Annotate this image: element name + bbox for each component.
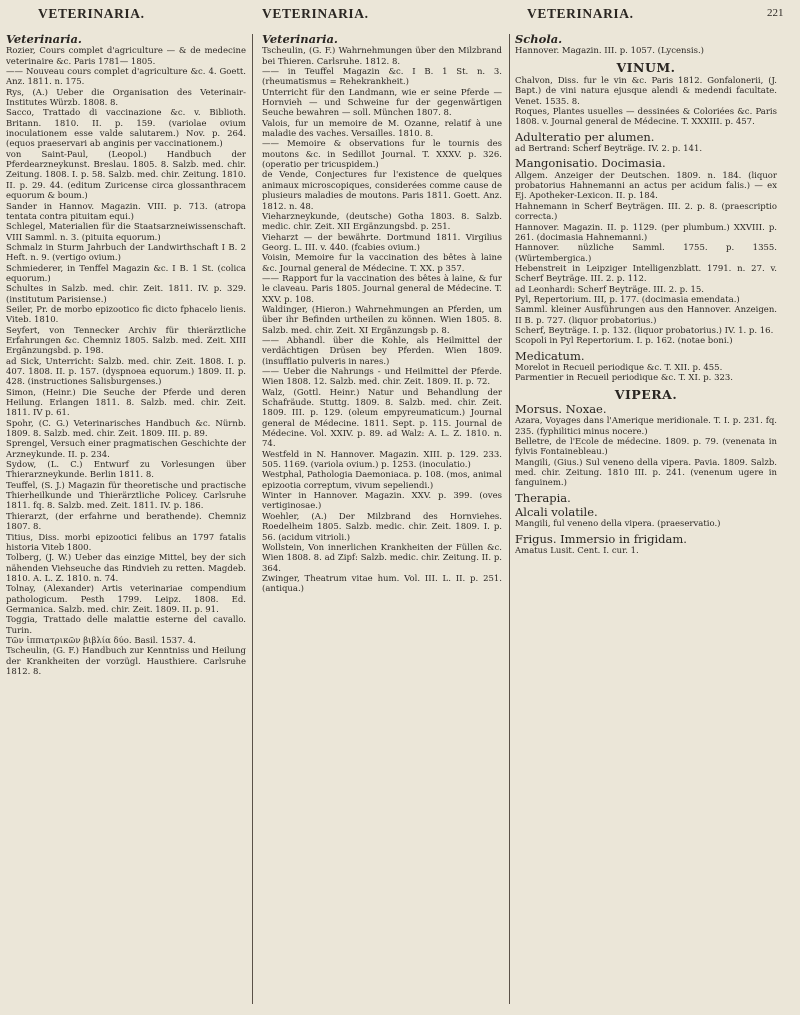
column-2 [262,34,502,1009]
column-divider-1 [252,34,253,1004]
bibliography-entry: Rozier, Cours complet d'agriculture — & de medecine veterinaire &c. Paris 1781— 1805. [6,46,246,67]
header-left: VETERINARIA. [38,6,145,21]
section-heading: Veterinaria. [6,34,82,46]
column-1 [6,34,246,1009]
bibliography-entry: Hahnemann in Scherf Beyträgen. III. 2. p. 8. (praescriptio correcta.) [515,201,777,223]
bibliography-entry: Scopoli in Pyl Repertorium. I. p. 162. (notae boni.) [515,336,733,347]
bibliography-entry: Schultes in Salzb. med. chir. Zeit. 1811. IV. p. 329. (institutum Parisiense.) [6,284,246,305]
block-list [515,34,777,556]
bibliography-entry: Toggia, Trattado delle malattie esterne del cavallo. Turin. [6,615,246,636]
subtopic-heading: Medicatum. [515,348,585,363]
bibliography-entry: Voisin, Memoire fur la vaccination des bêtes à laine &c. Journal general de Médecine. T. XX. p 357. [262,253,502,274]
bibliography-entry: Tolberg, (J. W.) Ueber das einzige Mittel, bey der sich nähenden Viehseuche das Rindvieh zu retten. Magdeb. 1810. A. L. Z. 1810. n. 74. [6,553,246,584]
column-3 [515,34,777,1009]
bibliography-entry: Vieharzneykunde, (deutsche) Gotha 1803. 8. Salzb. medic. chir. Zeit. XII Ergänzungsbd. p. 251. [262,211,502,233]
bibliography-entry: Rys, (A.) Ueber die Organisation des Veterinair-Institutes Würzb. 1808. 8. [6,87,246,109]
section-heading: Veterinaria. [262,34,338,46]
bibliography-entry: Mangili, ful veneno della vipera. (praeservatio.) [515,519,721,530]
bibliography-entry: Hebenstreit in Leipziger Intelligenzblatt. 1791. n. 27. v. Scherf Beyträge. III. 2. p. 112. [515,263,777,285]
bibliography-entry: ad Bertrand: Scherf Beyträge. IV. 2. p. 141. [515,144,703,155]
bibliography-entry: Hannover. Magazin. III. p. 1057. (Lycensis.) [515,46,704,57]
bibliography-entry: Seyfert, von Tennecker Archiv für thierärztliche Erfahrungen &c. Chemniz 1805. Salzb. med. Zeit. XIII Ergänzungsbd. p. 198. [6,325,246,357]
header-right: VETERINARIA. [527,6,634,21]
bibliography-entry: —— Ueber die Nahrungs - und Heilmittel der Pferde. Wien 1808. 12. Salzb. med. chir. Zeit. 1809. II. p. 72. [262,367,502,388]
bibliography-entry: Winter in Hannover. Magazin. XXV. p. 399. (oves vertiginosae.) [262,491,502,512]
column-divider-2 [509,34,510,1004]
bibliography-entry: Schmalz in Sturm Jahrbuch der Landwirthschaft I B. 2 Heft. n. 9. (vertigo ovium.) [6,242,246,264]
bibliography-entry: Hannover. Magazin. II. p. 1129. (per plumbum.) XXVIII. p. 261. (docimasia Hahnemanni.) [515,222,777,243]
bibliography-entry: Simon, (Heinr.) Die Seuche der Pferde und deren Heilung. Erlangen 1811. 8. Salzb. med. chir. Zeit. 1811. IV p. 61. [6,387,246,419]
bibliography-entry: —— Nouveau cours complet d'agriculture &c. 4. Goett. Anz. 1811. n. 175. [6,67,246,88]
bibliography-entry: Schmiederer, in Tenffel Magazin &c. I B. 1 St. (colica equorum.) [6,263,246,284]
bibliography-entry: Valois, fur un memoire de M. Ozanne, relatif à une maladie des vaches. Versailles. 1810. 8. [262,118,502,140]
bibliography-entry: Belletre, de l'Ecole de médecine. 1809. p. 79. (venenata in fylvis Fontainebleau.) [515,437,777,458]
bibliography-entry: Parmentier in Recueil periodique &c. T. XI. p. 323. [515,373,734,384]
bibliography-entry: Hannover. nüzliche Samml. 1755. p. 1355. (Würtembergica.) [515,243,777,264]
bibliography-entry: Morelot in Recueil periodique &c. T. XII. p. 455. [515,362,723,373]
bibliography-entry: von Saint-Paul, (Leopol.) Handbuch der Pferdearzneykunst. Breslau. 1805. 8. Salzb. med. chir. Zeitung. 1808. I. p. 58. Salzb. med. chir. Zeitung. 1810. II. p. 29. 44. (editum Zuricense circa glossanthracem equorum & boum.) [6,149,246,202]
bibliography-entry: Waldinger, (Hieron.) Wahrnehmungen an Pferden, um über ihr Befinden urtheilen zu können. Wien 1805. 8. Salzb. med. chir. Zeit. XI Ergänzungsb p. 8. [262,304,502,336]
bibliography-entry: Sprengel, Versuch einer pragmatischen Geschichte der Arzneykunde. II. p. 234. [6,439,246,460]
bibliography-entry: Wollstein, Von innerlichen Krankheiten der Füllen &c. Wien 1808. 8. ad Zipf: Salzb. medic. chir. Zeitung. II. p. 364. [262,542,502,574]
subtopic-heading: Alcali volatile. [515,505,598,520]
bibliography-entry: Azara, Voyages dans l'Amerique meridionale. T. I. p. 231. fq. 235. (fyphilitici minus nocere.) [515,416,777,437]
bibliography-entry: Thierarzt, (der erfahrne und berathende). Chemniz 1807. 8. [6,511,246,533]
section-heading: Schola. [515,34,563,46]
topic-heading: VIPERA. [614,386,678,402]
bibliography-entry: Unterricht für den Landmann, wie er seine Pferde — Hornvieh — und Schweine fur der gegenwärtigen Seuche bewahren — soll. München 1807. 8. [262,87,502,119]
bibliography-entry: —— Rapport fur la vaccination des bêtes à laine, & fur le claveau. Paris 1805. Journal general de Médecine. T. XXV. p. 108. [262,273,502,305]
subtopic-heading: Frigus. Immersio in frigidam. [515,531,687,546]
bibliography-entry: ad Leonhardi: Scherf Beyträge. III. 2. p. 15. [515,284,704,295]
entry-list [262,46,502,594]
bibliography-entry: Τῶν ἱππιατρικῶν βιβλία δύο. Basil. 1537. 4. [6,635,196,646]
bibliography-entry: Westfeld in N. Hannover. Magazin. XIII. p. 129. 233. 505. 1169. (variola ovium.) p. 1253. (inoculatio.) [262,449,502,471]
bibliography-entry: Teuffel, (S. J.) Magazin für theoretische und practische Thierheilkunde und Thierärztliche Policey. Carlsruhe 1811. fq. 8. Salzb. med. Zeit. 1811. IV. p. 186. [6,480,246,512]
bibliography-entry: Sander in Hannov. Magazin. VIII. p. 713. (atropa tentata contra pituitam equi.) [6,201,246,222]
bibliography-entry: Tscheulin, (G. F.) Handbuch zur Kenntniss und Heilung der Krankheiten der vorzügl. Hausthiere. Carlsruhe 1812. 8. [6,646,246,677]
bibliography-entry: Samml. kleiner Ausführungen aus den Hannover. Anzeigen. II B. p. 727. (liquor probatorius.) [515,305,777,326]
header-middle: VETERINARIA. [262,6,369,21]
subtopic-heading: Mangonisatio. Docimasia. [515,156,666,171]
subtopic-heading: Morsus. Noxae. [515,402,607,416]
bibliography-entry: Woehler, (A.) Der Milzbrand des Hornviehes. Roedelheim 1805. Salzb. medic. chir. Zeit. 1809. I. p. 56. (acidum vitrioli.) [262,511,502,543]
bibliography-entry: ad Sick, Unterricht: Salzb. med. chir. Zeit. 1808. I. p. 407. 1808. II. p. 157. (dyspnoea equorum.) 1809. II. p. 428. (instructiones Salisburgenses.) [6,356,246,388]
bibliography-entry: Tscheulin, (G. F.) Wahrnehmungen über den Milzbrand bei Thieren. Carlsruhe. 1812. 8. [262,46,502,67]
entry-list [6,46,246,677]
bibliography-entry: Titius, Diss. morbi epizootici felibus an 1797 fatalis historia Viteb 1800. [6,532,246,553]
bibliography-entry: Allgem. Anzeiger der Deutschen. 1809. n. 184. (liquor probatorius Hahnemanni an actus per acidum falis.) — ex Ej. Apotheker-Lexicon. II. p. 184. [515,170,777,202]
bibliography-entry: Roques, Plantes usuelles — dessinées & Coloriées &c. Paris 1808. v. Journal general de Médecine. T. XXXIII. p. 457. [515,107,777,128]
bibliography-entry: —— Memoire & observations fur le tournis des moutons &c. in Sedillot Journal. T. XXXV. p. 326. (operatio per tricuspidem.) [262,139,502,171]
bibliography-entry: Pyl, Repertorium. III, p. 177. (docimasia emendata.) [515,294,740,305]
bibliography-entry: Zwinger, Theatrum vitae hum. Vol. III. L. II. p. 251. (antiqua.) [262,573,502,595]
bibliography-entry: Sacco, Trattado di vaccinazione &c. v. Biblioth. Britann. 1810. II. p. 159. (variolae ovium inoculationem esse valde salutarem.) Nov. p. 264. (equos praeservari ab anginis per vaccinationem.) [6,108,246,150]
bibliography-entry: Walz, (Gottl. Heinr.) Natur und Behandlung der Schafräude. Stuttg. 1809. 8. Salzb. med. chir. Zeit. 1809. III. p. 129. (oleum empyreumaticum.) Journal general de Médecine. 1811. Sept. p. 115. Journal de Médecine. Vol. XXIV. p. 89. ad Walz: A. L. Z. 1810. n. 74. [262,387,502,450]
bibliography-entry: —— Abhandl. über die Kohle, als Heilmittel der verdächtigen Drüsen bey Pferden. Wien 1809. (insufflatio pulveris in nares.) [262,335,502,367]
bibliography-entry: Tolnay, (Alexander) Artis veterinariae compendium pathologicum. Pesth 1799. Leipz. 1808. Ed. Germanica. Salzb. med. chir. Zeit. 1809. II. p. 91. [6,584,246,615]
bibliography-entry: Sydow, (L. C.) Entwurf zu Vorlesungen über Thierarzneykunde. Berlin 1811. 8. [6,460,246,481]
bibliography-entry: Mangili, (Gius.) Sul veneno della vipera. Pavia. 1809. Salzb. med. chir. Zeitung. 1810 III. p. 241. (venenum ugere in fanguinem.) [515,457,777,489]
topic-heading: VINUM. [616,59,676,75]
bibliography-entry: Westphal, Pathologia Daemoniaca. p. 108. (mos, animal epizootia correptum, vivum sepeliendi.) [262,470,502,491]
page-number: 221 [767,7,784,19]
bibliography-entry: Spohr, (C. G.) Veterinarisches Handbuch &c. Nürnb. 1809. 8. Salzb. med. chir. Zeit. 1809. III. p. 89. [6,418,246,440]
bibliography-entry: Schlegel, Materialien für die Staatsarzneiwissenschaft. VIII Samml. n. 3. (pituita equorum.) [6,222,246,243]
bibliography-entry: Amatus Lusit. Cent. I. cur. 1. [515,546,639,557]
running-header [0,6,800,30]
subtopic-heading: Therapia. [515,490,571,505]
subtopic-heading: Adulteratio per alumen. [515,129,655,144]
bibliography-entry: Vieharzt — der bewährte. Dortmund 1811. Virgilius Georg. L. III. v. 440. (fcabies ovium.) [262,232,502,253]
bibliography-entry: de Vende, Conjectures fur l'existence de quelques animaux microscopiques, considerées comme cause de plusieurs maladies de moutons. Paris 1811. Goett. Anz. 1812. n. 48. [262,170,502,212]
bibliography-entry: —— in Teuffel Magazin &c. I B. 1 St. n. 3. (rheumatismus = Rehekrankheit.) [262,67,502,88]
bibliography-entry: Seiler, Pr. de morbo epizootico fic dicto fphacelo lienis. Viteb. 1810. [6,304,246,326]
bibliography-entry: Chalvon, Diss. fur le vin &c. Paris 1812. Gonfalonerii, (J. Bapt.) de vini natura ejusque alendi & medendi facultate. Venet. 1535. 8. [515,76,777,107]
bibliography-entry: Scherf, Beyträge. I. p. 132. (liquor probatorius.) IV. 1. p. 16. [515,325,774,336]
